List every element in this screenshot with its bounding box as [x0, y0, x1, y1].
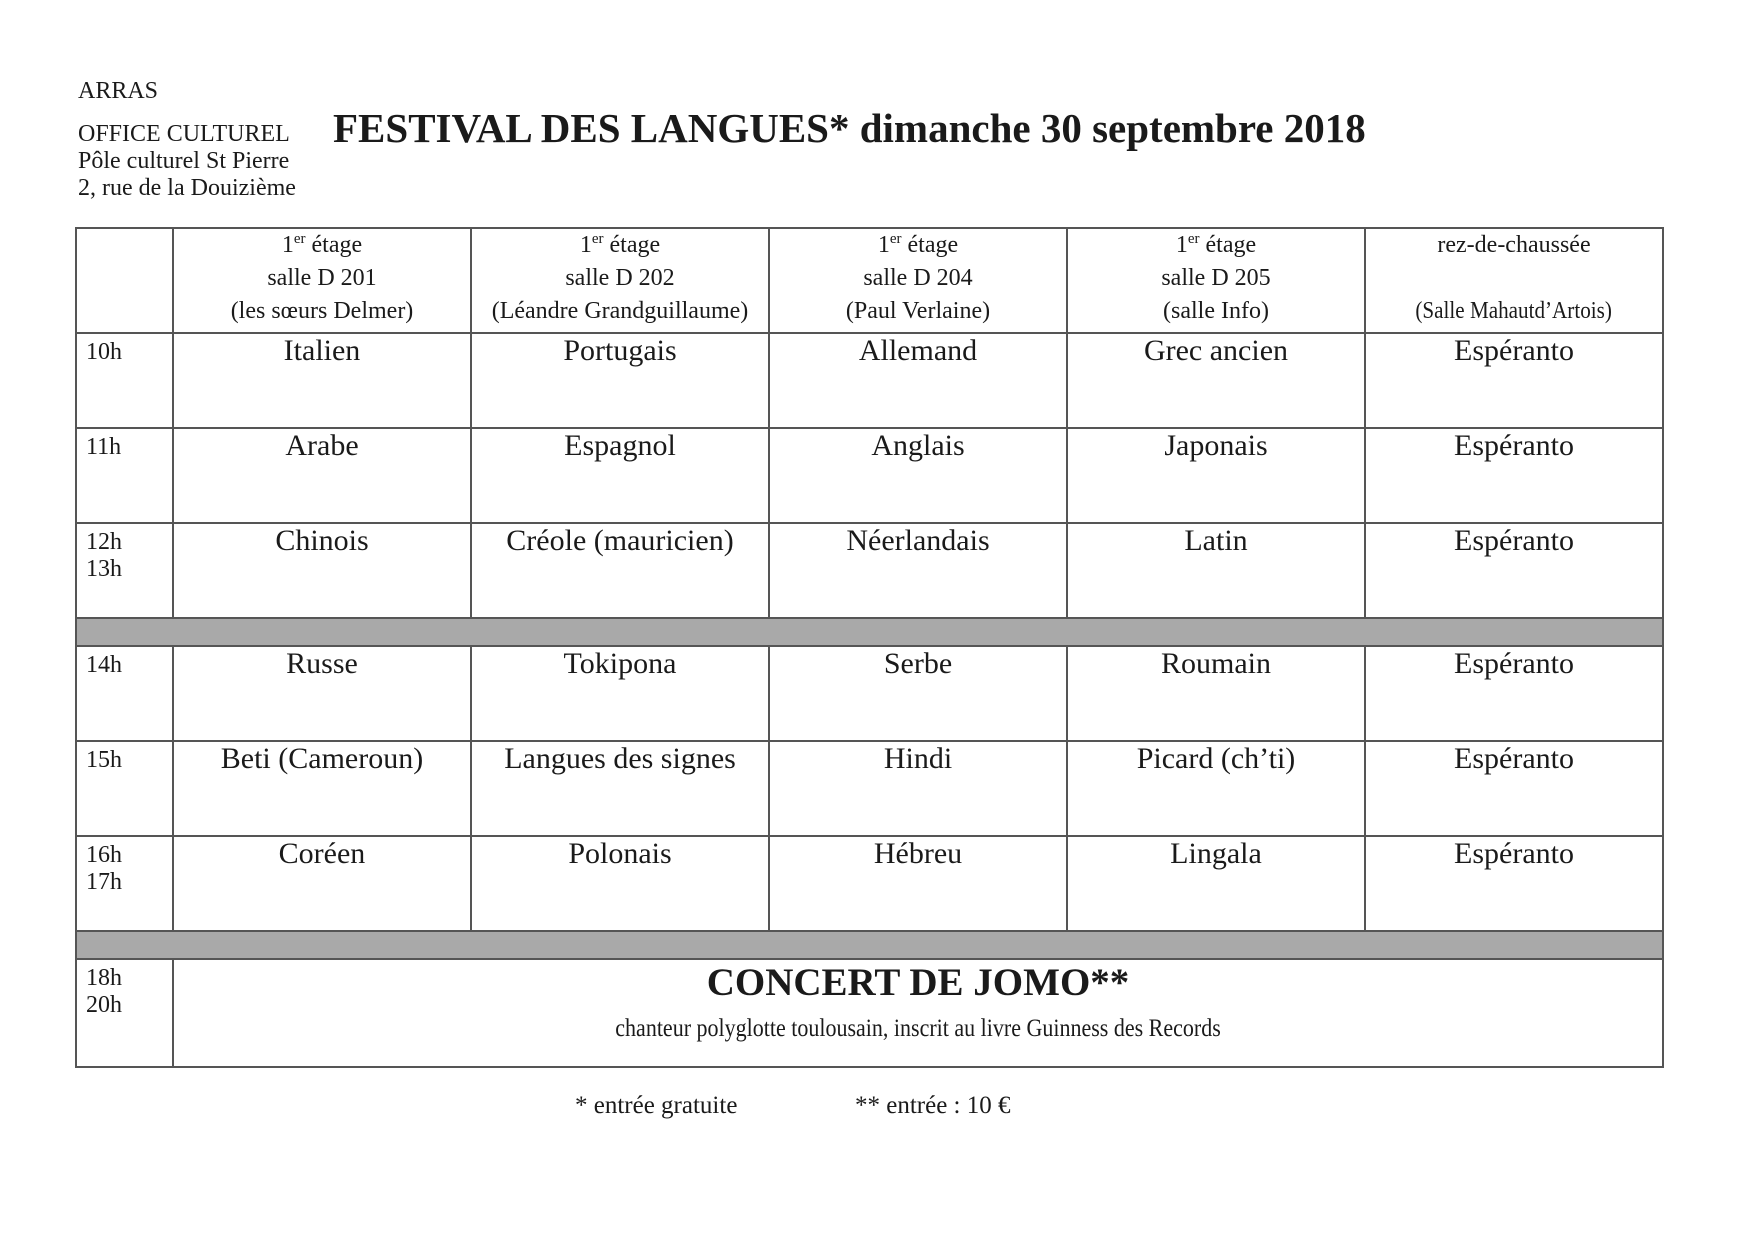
time-cell	[76, 646, 173, 741]
time-cell	[76, 741, 173, 836]
language-cell: Roumain	[1067, 646, 1365, 741]
corner-cell	[76, 228, 173, 333]
column-room-label	[1366, 262, 1662, 295]
free-entry-note: * entrée gratuite	[575, 1092, 738, 1119]
time-label: 16h	[86, 842, 122, 868]
time-box	[77, 334, 172, 372]
separator-band	[76, 931, 1663, 959]
column-floor-label: 1er étage	[281, 231, 363, 258]
time-label: 10h	[86, 339, 122, 365]
separator-row	[76, 931, 1663, 959]
schedule-table-row	[76, 333, 1663, 428]
language-cell: Espéranto	[1365, 333, 1663, 428]
time-cell	[76, 836, 173, 931]
language-cell: Allemand	[769, 333, 1067, 428]
column-room-label: salle D 204	[863, 265, 973, 291]
column-header	[1067, 228, 1365, 333]
language-cell: Chinois	[173, 523, 471, 618]
language-cell: Espéranto	[1365, 836, 1663, 931]
organisation-name: OFFICE CULTUREL	[78, 121, 290, 147]
time-label: 14h	[86, 652, 122, 678]
column-header	[173, 228, 471, 333]
schedule-table-row	[76, 741, 1663, 836]
schedule-table	[75, 227, 1664, 1068]
time-cell	[76, 333, 173, 428]
language-cell: Anglais	[769, 428, 1067, 523]
time-box	[77, 429, 172, 467]
city-name: ARRAS	[78, 78, 159, 104]
language-cell: Portugais	[471, 333, 769, 428]
time-box	[77, 742, 172, 780]
column-host-label: (Paul Verlaine)	[845, 298, 991, 324]
time-label: 17h	[86, 869, 122, 895]
time-cell	[76, 959, 173, 1067]
language-cell: Beti (Cameroun)	[173, 741, 471, 836]
time-box	[77, 837, 172, 902]
time-label: 11h	[86, 434, 122, 460]
column-floor-label: rez-de-chaussée	[1437, 232, 1591, 258]
column-room-label: salle D 202	[565, 265, 675, 291]
ordinal-superscript: er	[293, 231, 306, 247]
venue-name: Pôle culturel St Pierre	[78, 148, 290, 174]
column-room-label: salle D 201	[267, 265, 377, 291]
concert-title: CONCERT DE JOMO**	[706, 961, 1130, 1004]
table-header-row	[76, 228, 1663, 333]
column-floor-label: 1er étage	[877, 231, 959, 258]
column-floor-label: 1er étage	[1175, 231, 1257, 258]
column-host-text: (Salle Mahautd’Artois)	[1415, 298, 1613, 324]
language-cell: Arabe	[173, 428, 471, 523]
language-cell: Tokipona	[471, 646, 769, 741]
time-cell	[76, 523, 173, 618]
organisation-block	[78, 78, 296, 202]
paid-entry-note: ** entrée : 10 €	[855, 1092, 1011, 1119]
ordinal-superscript: er	[591, 231, 604, 247]
column-host-label: (salle Info)	[1163, 298, 1269, 324]
concert-table-row	[76, 959, 1663, 1067]
language-cell: Néerlandais	[769, 523, 1067, 618]
language-cell: Créole (mauricien)	[471, 523, 769, 618]
column-header	[471, 228, 769, 333]
language-cell: Espagnol	[471, 428, 769, 523]
schedule-table-row	[76, 523, 1663, 618]
separator-band	[76, 618, 1663, 646]
schedule-table-row	[76, 836, 1663, 931]
language-cell: Espéranto	[1365, 646, 1663, 741]
language-cell: Coréen	[173, 836, 471, 931]
time-box	[77, 960, 172, 1025]
venue-address: 2, rue de la Douizième	[78, 175, 296, 201]
language-cell: Espéranto	[1365, 523, 1663, 618]
time-label: 13h	[86, 556, 122, 582]
language-cell: Polonais	[471, 836, 769, 931]
column-host-label: (les sœurs Delmer)	[230, 298, 414, 324]
page-title: FESTIVAL DES LANGUES* dimanche 30 septembre 2018	[333, 105, 1366, 151]
language-cell: Russe	[173, 646, 471, 741]
language-cell: Espéranto	[1365, 428, 1663, 523]
time-label: 12h	[86, 529, 122, 555]
schedule-table-row	[76, 646, 1663, 741]
separator-row	[76, 618, 1663, 646]
column-host-label: (Léandre Grandguillaume)	[491, 298, 749, 324]
language-cell: Espéranto	[1365, 741, 1663, 836]
column-room-label: salle D 205	[1161, 265, 1271, 291]
concert-subtitle-text: chanteur polyglotte toulousain, inscrit au livre Guinness des Records	[615, 1015, 1221, 1042]
column-header	[1365, 228, 1663, 333]
time-label: 18h	[86, 965, 122, 991]
ordinal-superscript: er	[1187, 231, 1200, 247]
time-cell	[76, 428, 173, 523]
language-cell: Hindi	[769, 741, 1067, 836]
language-cell: Picard (ch’ti)	[1067, 741, 1365, 836]
language-cell: Grec ancien	[1067, 333, 1365, 428]
column-host-label	[1366, 295, 1662, 328]
language-cell: Hébreu	[769, 836, 1067, 931]
time-box	[77, 647, 172, 685]
concert-cell	[173, 959, 1663, 1067]
time-label: 20h	[86, 992, 122, 1018]
language-cell: Japonais	[1067, 428, 1365, 523]
language-cell: Serbe	[769, 646, 1067, 741]
footnotes	[0, 1092, 1754, 1128]
language-cell: Lingala	[1067, 836, 1365, 931]
time-label: 15h	[86, 747, 122, 773]
language-cell: Italien	[173, 333, 471, 428]
column-header	[769, 228, 1067, 333]
column-floor-label: 1er étage	[579, 231, 661, 258]
time-box	[77, 524, 172, 589]
language-cell: Latin	[1067, 523, 1365, 618]
concert-subtitle	[174, 1015, 1662, 1043]
schedule-table-row	[76, 428, 1663, 523]
language-cell: Langues des signes	[471, 741, 769, 836]
ordinal-superscript: er	[889, 231, 902, 247]
